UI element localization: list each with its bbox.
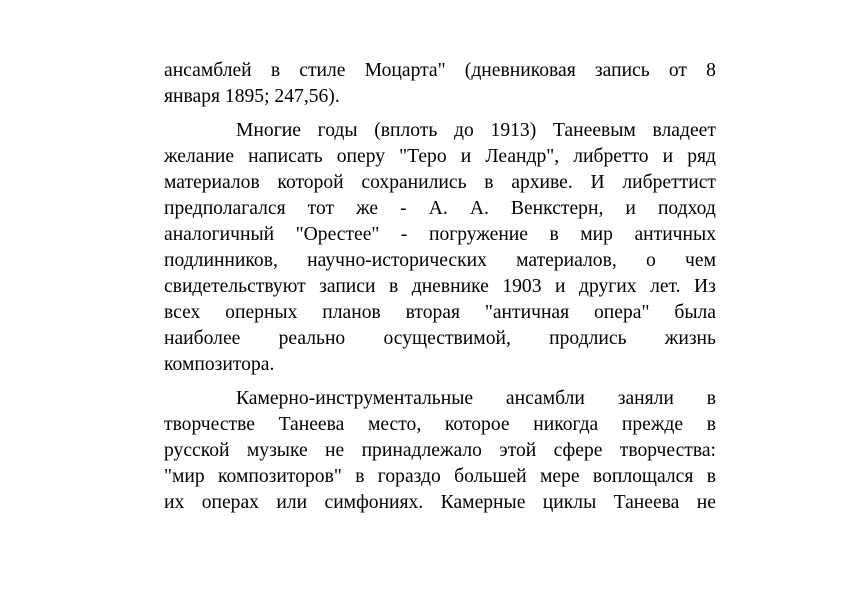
word: и <box>460 146 472 167</box>
word: желание <box>164 146 235 167</box>
word: была <box>674 302 716 323</box>
word: 1903 <box>502 276 542 297</box>
word: стиле <box>299 60 346 81</box>
word: античных <box>634 224 716 245</box>
paragraph <box>164 386 716 516</box>
paragraph <box>164 58 716 110</box>
word: и <box>662 146 674 167</box>
word: Камерные <box>440 492 526 513</box>
word: запись <box>594 60 650 81</box>
text-line <box>164 118 716 144</box>
word: Моцарта" <box>364 60 446 81</box>
word: мере <box>539 466 580 487</box>
word: годы <box>317 120 358 141</box>
word: и <box>554 276 566 297</box>
word: ансамбли <box>505 388 585 409</box>
word: либретто <box>573 146 649 167</box>
word: циклы <box>542 492 597 513</box>
word: лет. <box>650 276 681 297</box>
word: в <box>484 172 494 193</box>
word: 8 <box>706 60 716 81</box>
word: сохранились <box>361 172 467 193</box>
word: музыке <box>246 440 308 461</box>
word: осуществимой, <box>383 328 511 349</box>
word: в <box>706 388 716 409</box>
word: Танеева <box>613 492 680 513</box>
word: от <box>668 60 687 81</box>
word: творчестве <box>164 414 255 435</box>
text-line: января 1895; 247,56). <box>164 86 340 107</box>
word: до <box>454 120 474 141</box>
word: о <box>645 250 656 271</box>
word: продлись <box>549 328 627 349</box>
text-line <box>164 490 716 516</box>
word: А. <box>469 198 489 219</box>
word: в <box>388 276 399 297</box>
word: большей <box>454 466 527 487</box>
word: дневнике <box>411 276 489 297</box>
word: Венкстерн, <box>510 198 604 219</box>
word: гораздо <box>377 466 441 487</box>
word: реально <box>278 328 346 349</box>
word: А. <box>428 198 448 219</box>
word: Леандр", <box>485 146 560 167</box>
word: Танеевым <box>552 120 636 141</box>
word: и <box>625 198 636 219</box>
word: владеет <box>652 120 716 141</box>
word: записи <box>319 276 376 297</box>
word: ансамблей <box>164 60 252 81</box>
word: либреттист <box>622 172 716 193</box>
text-line <box>164 464 716 490</box>
word: "античная <box>484 302 570 323</box>
word: же <box>356 198 379 219</box>
word: материалов <box>164 172 260 193</box>
word: 1913) <box>490 120 537 141</box>
word: в <box>706 466 716 487</box>
word: (вплоть <box>374 120 438 141</box>
word: композиторов" <box>218 466 342 487</box>
word: аналогичный <box>164 224 275 245</box>
word: оперу <box>336 146 386 167</box>
document-text <box>164 58 716 516</box>
text-line <box>164 58 716 84</box>
text-line <box>164 196 716 222</box>
word: симфониях. <box>324 492 424 513</box>
word: принадлежало <box>361 440 482 461</box>
word: свидетельствуют <box>164 276 306 297</box>
word: планов <box>322 302 381 323</box>
word: - <box>400 198 407 219</box>
word: мир <box>580 224 613 245</box>
word: этой <box>499 440 537 461</box>
word: место, <box>367 414 422 435</box>
word: в <box>270 60 281 81</box>
text-line <box>164 300 716 326</box>
text-line <box>164 438 716 464</box>
word: в <box>706 414 716 435</box>
word: творчества: <box>619 440 716 461</box>
word: операх <box>201 492 259 513</box>
paragraph <box>164 118 716 378</box>
word: никогда <box>533 414 599 435</box>
word: Из <box>694 276 716 297</box>
word: ряд <box>687 146 716 167</box>
word: жизнь <box>664 328 716 349</box>
text-line <box>164 222 716 248</box>
text-line: композитора. <box>164 354 275 375</box>
word: или <box>276 492 308 513</box>
word: сфере <box>553 440 603 461</box>
word: И <box>590 172 605 193</box>
word: Камерно-инструментальные <box>236 388 474 409</box>
text-line <box>164 274 716 300</box>
word: не <box>325 440 345 461</box>
word: русской <box>164 440 230 461</box>
word: "Орестее" <box>295 224 380 245</box>
word: вторая <box>405 302 460 323</box>
word: их <box>164 492 185 513</box>
word: в <box>355 466 365 487</box>
word: написать <box>248 146 323 167</box>
word: "мир <box>164 466 205 487</box>
word: архиве. <box>511 172 573 193</box>
word: материалов, <box>516 250 617 271</box>
word: Танеева <box>278 414 345 435</box>
word: Многие <box>236 120 301 141</box>
word: - <box>400 224 408 245</box>
word: воплощался <box>592 466 694 487</box>
text-line <box>164 326 716 352</box>
word: (дневниковая <box>464 60 576 81</box>
word: которое <box>444 414 510 435</box>
word: не <box>696 492 716 513</box>
word: "Теро <box>399 146 447 167</box>
word: заняли <box>617 388 674 409</box>
text-line <box>164 248 716 274</box>
word: оперных <box>225 302 298 323</box>
text-line <box>164 412 716 438</box>
word: наиболее <box>164 328 241 349</box>
text-line <box>164 170 716 196</box>
word: которой <box>277 172 344 193</box>
word: чем <box>685 250 716 271</box>
text-line <box>164 386 716 412</box>
word: подход <box>657 198 716 219</box>
word: подлинников, <box>164 250 278 271</box>
word: других <box>578 276 637 297</box>
text-line <box>164 144 716 170</box>
word: опера" <box>594 302 650 323</box>
word: прежде <box>621 414 684 435</box>
word: погружение <box>428 224 528 245</box>
word: всех <box>164 302 201 323</box>
word: предполагался <box>164 198 286 219</box>
word: тот <box>307 198 335 219</box>
word: в <box>549 224 559 245</box>
word: научно-исторических <box>307 250 487 271</box>
